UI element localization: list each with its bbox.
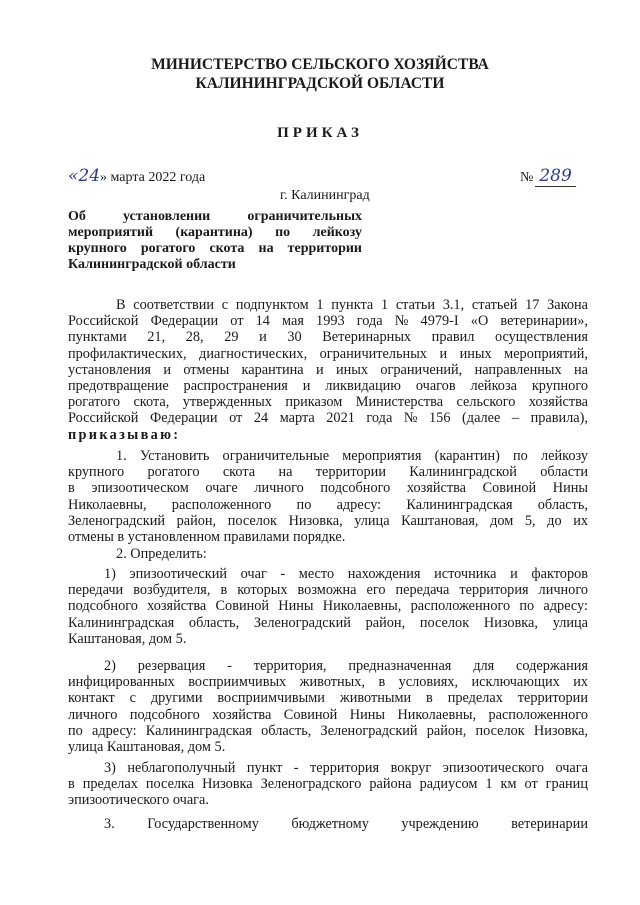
item-1-line: Зеленоградский район, поселок Низовка, улица Каштановая, дом 5, до их: [68, 512, 588, 529]
preamble-line: рогатого скота, утвержденных приказом Министерства сельского хозяйства: [68, 394, 588, 411]
subject-line: крупного рогатого скота на территории: [68, 241, 362, 256]
item-1-line: Николаевны, расположенного по адресу: Калининградская область,: [68, 496, 588, 513]
item-2-2-line: улица Каштановая, дом 5.: [68, 739, 226, 756]
preamble-line: В соответствии с подпунктом 1 пункта 1 статьи 3.1, статьей 17 Закона: [116, 297, 588, 313]
item-2-3-line: в пределах поселка Низовка Зеленоградского района радиусом 1 км от границ: [68, 776, 588, 793]
item-2: [68, 546, 588, 562]
city: г. Калининград: [280, 188, 370, 203]
ministry-line-1: МИНИСТЕРСТВО СЕЛЬСКОГО ХОЗЯЙСТВА: [151, 56, 489, 73]
item-2-1: [68, 566, 588, 647]
item-2-3-line: 3) неблагополучный пункт - территория вокруг эпизоотического очага: [104, 760, 588, 776]
order-word-line: [68, 427, 588, 443]
item-2-3: [68, 760, 588, 809]
item-2-1-line: 1) эпизоотический очаг - место нахождения источника и факторов: [104, 566, 588, 582]
date-rest: » марта 2022 года: [100, 170, 206, 185]
item-2-2-line: контакт с другими восприимчивыми животными в пределах территории: [68, 690, 588, 707]
preamble-line: Российской Федерации от 14 мая 1993 года № 4979-I «О ветеринарии»,: [68, 313, 588, 330]
item-2-1-line: передачи возбудителя, в которых возможна его передача территория личного: [68, 582, 588, 599]
subject-line: мероприятий (карантина) по лейкозу: [68, 225, 362, 240]
preamble-line: предотвращение распространения и ликвидацию очагов лейкоза крупного: [68, 378, 588, 395]
item-2-2-line: личного подсобного хозяйства Совиной Нины Николаевны, расположенного: [68, 706, 588, 723]
item-3-line: 3. Государственному бюджетному учреждению ветеринарии: [104, 816, 588, 832]
date-day-handwritten: 24: [78, 166, 101, 186]
order-date: [68, 166, 205, 186]
preamble-line: профилактических, диагностических, ограничительных и иных мероприятий,: [68, 345, 588, 362]
subject-line: Об установлении ограничительных: [68, 209, 362, 224]
item-2-1-line: подсобного хозяйства Совиной Нины Николаевны, расположенного по адресу:: [68, 598, 588, 615]
ministry-heading: [0, 55, 640, 93]
item-3: [68, 816, 588, 832]
item-2-2: [68, 658, 588, 755]
order-word: приказываю:: [68, 426, 181, 443]
ministry-line-2: КАЛИНИНГРАДСКОЙ ОБЛАСТИ: [195, 75, 445, 92]
item-2-3-line: эпизоотического очага.: [68, 792, 209, 809]
number-handwritten: 289: [535, 166, 575, 187]
item-2-line: 2. Определить:: [116, 546, 207, 562]
item-1-line: отмены в установленном правилами порядке.: [68, 529, 346, 546]
item-2-2-line: инфицированных восприимчивых животных, в условиях, исключающих их: [68, 674, 588, 691]
preamble-line: установления и отмены карантина и иных ограничений, направленных на: [68, 361, 588, 378]
preamble-line: Российской Федерации от 24 марта 2021 года № 156 (далее – правила),: [68, 410, 588, 427]
item-1: [68, 448, 588, 545]
order-number: [520, 166, 576, 187]
item-2-2-line: 2) резервация - территория, предназначенная для содержания: [104, 658, 588, 674]
subject-line: Калининградской области: [68, 257, 236, 272]
item-1-line: в эпизоотическом очаге личного подсобного хозяйства Совиной Нины: [68, 480, 588, 497]
item-2-1-line: Каштановая, дом 5.: [68, 630, 187, 647]
preamble: [68, 297, 588, 443]
item-1-line: крупного рогатого скота на территории Калининградской области: [68, 464, 588, 481]
document-type: ПРИКАЗ: [277, 125, 363, 141]
date-open-quote: «: [68, 166, 79, 186]
item-2-2-line: по адресу: Калининградская область, Зеленоградский район, поселок Низовка,: [68, 722, 588, 739]
number-sign: №: [520, 170, 534, 185]
item-2-1-line: Калининградская область, Зеленоградский район, поселок Низовка, улица: [68, 614, 588, 631]
item-1-line: 1. Установить ограничительные мероприятия (карантин) по лейкозу: [116, 448, 588, 464]
preamble-line: пунктами 21, 28, 29 и 30 Ветеринарных правил осуществления: [68, 329, 588, 346]
order-subject: [68, 209, 362, 273]
